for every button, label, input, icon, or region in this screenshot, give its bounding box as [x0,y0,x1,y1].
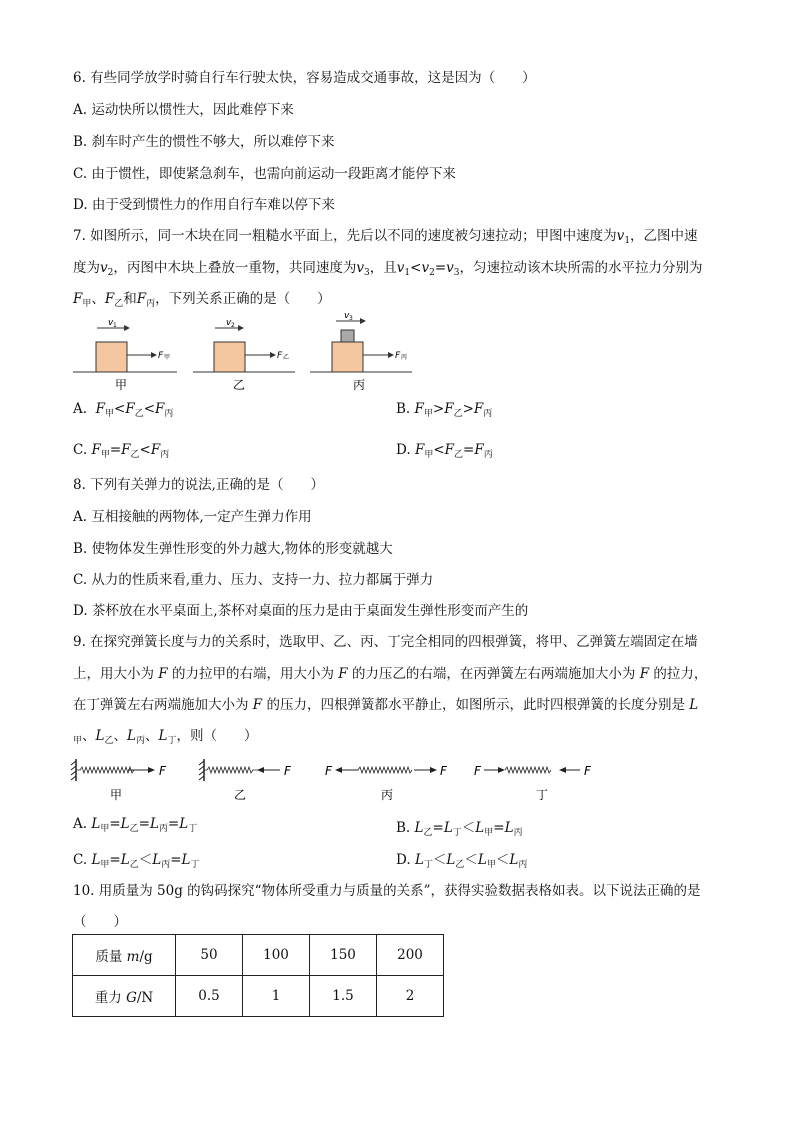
q7-option-d[interactable]: D. $F_甲<F_乙=F_丙$ [396,442,493,460]
force-arrow-icon [270,352,276,358]
q7-option-c[interactable]: C. $F_甲=F_乙<F_丙$ [73,442,170,460]
q6-option-c[interactable]: C. 由于惯性，即使紧急刹车，也需向前运动一段距离才能停下来 [73,166,456,182]
velocity-arrow-icon [238,325,244,331]
q9-fig-f-jia: F [159,764,166,778]
q9-stem-line2: 上，用大小为 F 的力拉甲的右端，用大小为 F 的力压乙的右端，在丙弹簧左右两端施加大小为 F 的拉力， [73,666,708,682]
table-row-label-weight: 重力 G/N [73,976,176,1017]
q9-fig-label-ding: 丁 [536,788,549,802]
table-cell: 50 [176,935,243,976]
wood-block-icon [96,342,127,372]
q9-stem-line1: 9. 在探究弹簧长度与力的关系时，选取甲、乙、丙、丁完全相同的四根弹簧，将甲、乙弹簧左端固定在墙 [73,634,698,650]
spring-icon [505,767,551,773]
q9-figure-ding [474,764,592,802]
q9-fig-f-yi: F [284,764,291,778]
q9-figure [66,755,606,805]
q9-fig-label-jia: 甲 [110,788,123,802]
q7-fig-f-jia: F [158,351,164,361]
q9-figure-jia [71,759,167,802]
q9-fig-f-ding-left: F [474,764,481,778]
table-row [73,935,444,976]
q9-option-b[interactable]: B. $L_乙=L_丁<L_甲=L_丙$ [396,820,523,838]
force-arrow-icon [151,352,157,358]
q9-figure-yi [199,759,292,802]
q7-option-a[interactable]: A. $F_甲<F_乙<F_丙$ [73,401,174,419]
table-cell: 0.5 [176,976,243,1017]
table-cell: 100 [243,935,310,976]
force-arrow-icon [257,767,264,773]
q6-option-d[interactable]: D. 由于受到惯性力的作用自行车难以停下来 [73,197,335,213]
force-arrow-icon [388,352,394,358]
table-cell: 150 [310,935,377,976]
force-arrow-icon [335,767,342,773]
q7-fig-v2: v [226,318,232,328]
q7-option-b[interactable]: B. $F_甲>F_乙>F_丙$ [396,401,493,419]
table-cell: 2 [377,976,444,1017]
q8-option-b[interactable]: B. 使物体发生弹性形变的外力越大,物体的形变就越大 [73,541,393,557]
q7-fig-label-yi: 乙 [233,378,246,392]
q7-fig-v3-sub: 3 [349,315,353,322]
q10-stem-line2: （ ） [73,914,127,930]
q9-fig-f-ding-right: F [584,764,591,778]
q9-fig-f-bing-right: F [440,764,447,778]
q8-option-a[interactable]: A. 互相接触的两物体,一定产生弹力作用 [73,509,312,525]
wood-block-icon [332,342,363,372]
table-cell: 1 [243,976,310,1017]
q7-fig-f-yi-sub: 乙 [283,354,290,361]
q9-fig-label-yi: 乙 [234,788,247,802]
q7-fig-f-yi: F [277,351,283,361]
q8-option-c[interactable]: C. 从力的性质来看,重力、压力、支持一力、拉力都属于弹力 [73,572,434,588]
q6-option-a[interactable]: A. 运动快所以惯性大，因此难停下来 [73,102,294,118]
q10-stem-line1: 10. 用质量为 50g 的钩码探究“物体所受重力与质量的关系”，获得实验数据表格如表。以下说法正确的是 [73,883,701,899]
q9-fig-label-bing: 丙 [381,788,394,802]
q7-stem-line1: 7. 如图所示，同一木块在同一粗糙水平面上，先后以不同的速度被匀速拉动；甲图中速度为$v_1$，乙图中速 [73,228,698,246]
q7-fig-f-jia-sub: 甲 [164,354,171,361]
q7-fig-v3: v [344,311,350,321]
table-cell: 1.5 [310,976,377,1017]
q7-figure-jia [73,318,177,392]
q7-stem-line3: $F_甲$、$F_乙$和$F_丙$，下列关系正确的是（ ） [73,291,331,309]
q10-data-table [72,934,444,1017]
spring-icon [76,767,134,773]
q9-figure-bing [325,764,448,802]
q8-option-d[interactable]: D. 茶杯放在水平桌面上,茶杯对桌面的压力是由于桌面发生弹性形变而产生的 [73,603,529,619]
q6-option-b[interactable]: B. 刹车时产生的惯性不够大，所以难停下来 [73,134,335,150]
q7-fig-f-bing: F [395,351,401,361]
q7-fig-v1: v [108,318,114,328]
q9-stem-line4: $_甲$、$L_乙$、$L_丙$、$L_丁$，则（ ） [73,728,258,746]
q7-figure-bing [310,311,412,392]
q7-fig-label-bing: 丙 [353,378,366,392]
spring-icon [204,767,258,773]
table-row [73,976,444,1017]
q7-fig-label-jia: 甲 [115,378,128,392]
q9-option-d[interactable]: D. $L_丁<L_乙<L_甲<L_丙$ [396,852,528,870]
q7-figure-yi [193,318,295,392]
q7-fig-v2-sub: 2 [231,322,235,329]
table-row-label-mass: 质量 m/g [73,935,176,976]
q9-fig-f-bing-left: F [325,764,332,778]
force-arrow-icon [559,767,566,773]
velocity-arrow-icon [124,325,130,331]
force-arrow-icon [148,767,155,773]
table-cell: 200 [377,935,444,976]
q9-option-c[interactable]: C. $L_甲=L_乙<L_丙=L_丁$ [73,852,200,870]
force-arrow-icon [430,767,437,773]
q6-stem: 6. 有些同学放学时骑自行车行驶太快，容易造成交通事故，这是因为（ ） [73,70,536,86]
q7-figure [70,308,420,394]
force-arrow-icon [498,767,505,773]
q7-fig-f-bing-sub: 丙 [401,354,408,361]
velocity-arrow-icon [360,318,366,324]
heavy-object-icon [341,330,354,342]
q7-fig-v1-sub: 1 [113,322,117,329]
q9-option-a[interactable]: A. $L_甲=L_乙=L_丙=L_丁$ [73,816,198,834]
wood-block-icon [214,342,245,372]
q8-stem: 8. 下列有关弹力的说法,正确的是（ ） [73,477,324,493]
q7-stem-line2: 度为$v_2$，丙图中木块上叠放一重物，共同速度为$v_3$，且$v_1<v_2=v_3$，匀速拉动该木块所需的水平拉力分别为 [73,260,703,278]
wall-icon [71,759,76,781]
wall-icon [199,759,204,781]
q9-stem-line3: 在丁弹簧左右两端施加大小为 F 的压力，四根弹簧都水平静止，如图所示，此时四根弹簧的长度分别是 L [73,697,699,713]
spring-icon [358,767,412,773]
